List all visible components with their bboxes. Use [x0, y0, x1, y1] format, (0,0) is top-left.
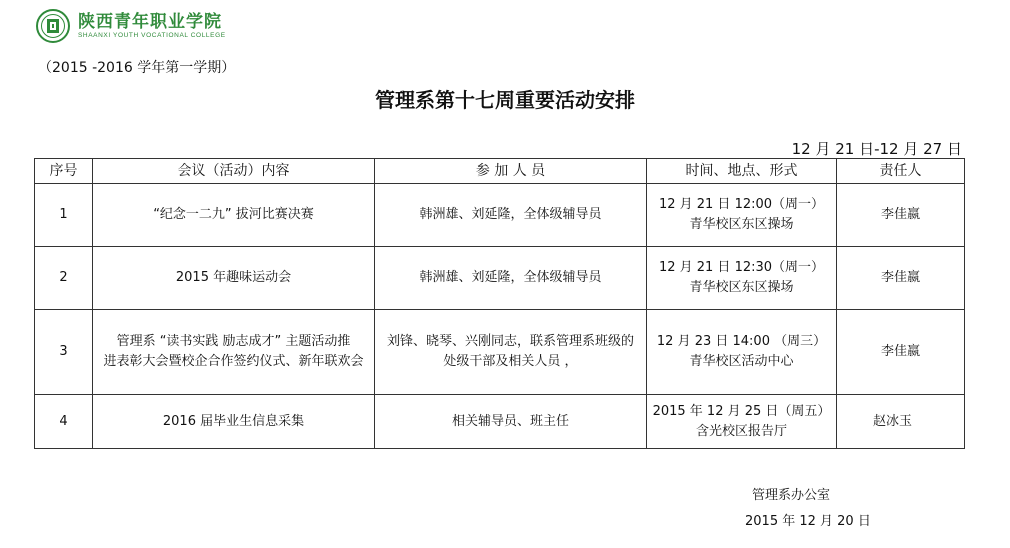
- owner-cell: 李佳嬴: [837, 247, 965, 310]
- location-line: 含光校区报告厅: [695, 423, 787, 439]
- activity-schedule-table: [34, 158, 965, 449]
- header-people: 参 加 人 员: [375, 159, 647, 184]
- table-row: [35, 247, 965, 310]
- people-cell: [375, 310, 647, 395]
- date-range: 12 月 21 日-12 月 27 日: [791, 140, 962, 158]
- table-row: [35, 395, 965, 449]
- header-content: 会议（活动）内容: [93, 159, 375, 184]
- content-cell: [93, 184, 375, 247]
- school-name: [78, 13, 226, 40]
- seq-cell: 3: [35, 310, 93, 395]
- time-cell: [647, 310, 837, 395]
- content-cell: [93, 247, 375, 310]
- school-logo-icon: [36, 9, 70, 43]
- location-line: 青华校区东区操场: [689, 280, 794, 295]
- table-header-row: [35, 159, 965, 184]
- location-line: 青华校区活动中心: [689, 354, 794, 369]
- school-name-cn: 陕西青年职业学院: [78, 11, 222, 32]
- content-line: “纪念一二九” 拔河比赛决赛: [153, 207, 314, 222]
- people-line: 刘锋、晓琴、兴刚同志，联系管理系班级的: [386, 334, 634, 349]
- semester-label: （2015 -2016 学年第一学期）: [38, 60, 236, 76]
- time-line: 12 月 21 日 12:00（周一）: [658, 197, 825, 212]
- people-cell: [375, 247, 647, 310]
- content-line: 2016 届毕业生信息采集: [162, 413, 305, 429]
- time-cell: [647, 247, 837, 310]
- header-time: 时间、地点、形式: [647, 159, 837, 184]
- people-cell: [375, 395, 647, 449]
- header-owner: 责任人: [837, 159, 965, 184]
- seq-cell: 4: [35, 395, 93, 449]
- people-line: 韩洲雄、刘延隆，全体级辅导员: [419, 270, 602, 285]
- time-line: 12 月 21 日 12:30（周一）: [658, 260, 825, 275]
- people-line: 相关辅导员、班主任: [451, 413, 569, 429]
- school-header: [36, 6, 226, 46]
- people-line: 处级干部及相关人员 ，: [443, 354, 578, 369]
- owner-cell: 李佳嬴: [837, 184, 965, 247]
- header-seq: 序号: [35, 159, 93, 184]
- content-cell: [93, 310, 375, 395]
- content-line: 2015 年趣味运动会: [175, 270, 292, 285]
- footer-office: 管理系办公室: [752, 488, 831, 503]
- owner-name: 赵冰玉: [872, 413, 912, 429]
- time-cell: [647, 184, 837, 247]
- page-title: 管理系第十七周重要活动安排: [375, 88, 635, 112]
- table-row: [35, 310, 965, 395]
- time-cell: [647, 395, 837, 449]
- seq-cell: 2: [35, 247, 93, 310]
- people-cell: [375, 184, 647, 247]
- time-line: 2015 年 12 月 25 日（周五）: [652, 403, 831, 419]
- content-line: 管理系 “读书实践 励志成才” 主题活动推: [116, 334, 351, 349]
- location-line: 青华校区东区操场: [689, 217, 794, 232]
- people-line: 韩洲雄、刘延隆，全体级辅导员: [419, 207, 602, 222]
- time-line: 12 月 23 日 14:00 （周三）: [656, 334, 827, 349]
- owner-cell: [837, 395, 965, 449]
- table-row: [35, 184, 965, 247]
- footer-date: 2015 年 12 月 20 日: [745, 514, 871, 529]
- owner-cell: 李佳嬴: [837, 310, 965, 395]
- content-cell: [93, 395, 375, 449]
- school-name-en: SHAANXI YOUTH VOCATIONAL COLLEGE: [78, 31, 226, 39]
- seq-cell: 1: [35, 184, 93, 247]
- content-line: 进表彰大会暨校企合作签约仪式、新年联欢会: [103, 354, 364, 369]
